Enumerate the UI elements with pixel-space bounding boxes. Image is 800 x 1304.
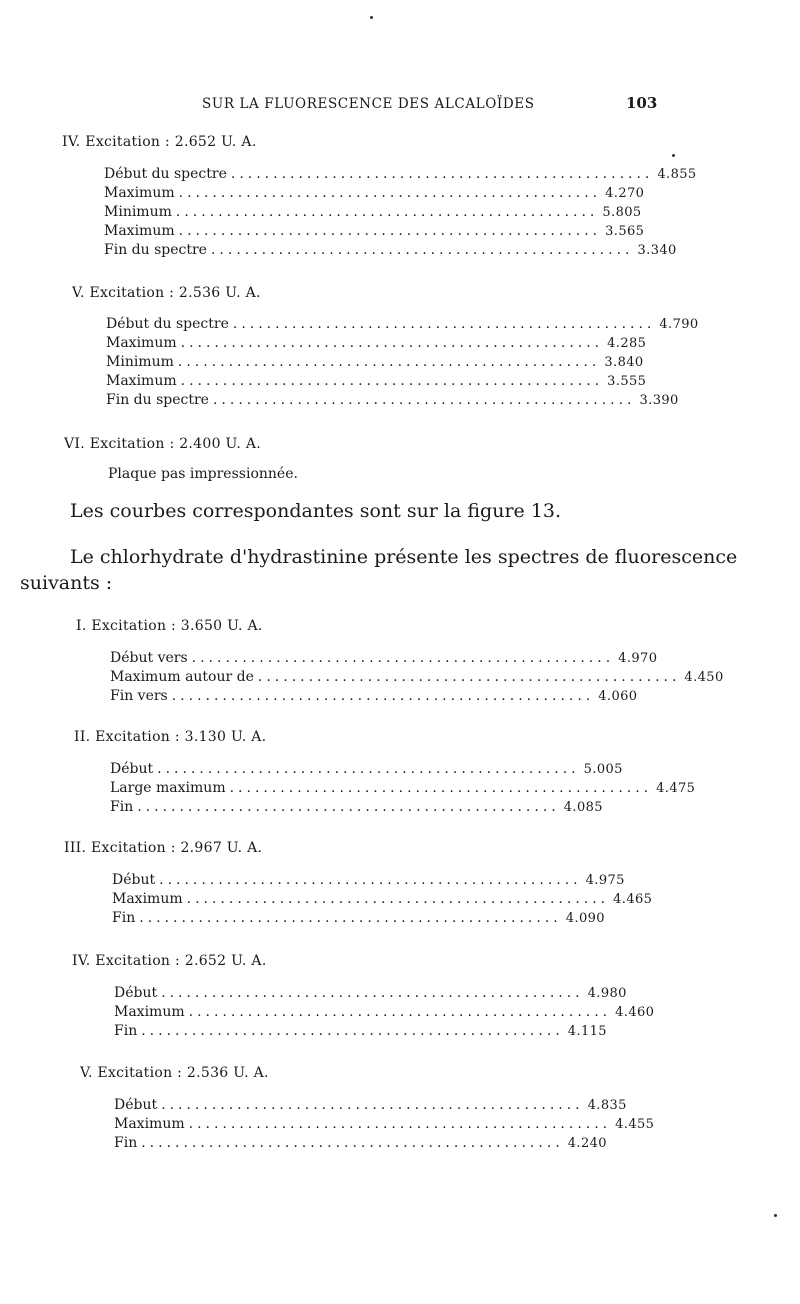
leader-dots: .................................................. — [210, 242, 634, 258]
row-value: 5.805 — [602, 205, 642, 220]
leader-dots: .................................................. — [177, 354, 601, 370]
leader-dots: .................................................. — [139, 910, 562, 926]
row-label: Fin vers — [110, 688, 168, 704]
leader-dots: .................................................. — [180, 335, 604, 351]
row-label: Maximum — [114, 1004, 185, 1020]
row-label: Fin du spectre — [104, 242, 207, 258]
page-header — [0, 96, 800, 116]
excitation-heading: III. Excitation : 2.967 U. A. — [64, 840, 263, 856]
leader-dots: .................................................. — [175, 204, 599, 220]
leader-dots: .................................................. — [171, 688, 595, 704]
row-label: Maximum — [106, 373, 177, 389]
row-value: 5.005 — [583, 762, 623, 777]
row-label: Large maximum — [110, 780, 226, 796]
table-row — [104, 204, 642, 223]
table-row — [114, 1097, 627, 1116]
row-label: Début vers — [110, 650, 188, 666]
excitation-heading: V. Excitation : 2.536 U. A. — [80, 1065, 269, 1081]
leader-dots: .................................................. — [178, 223, 602, 239]
row-value: 4.460 — [615, 1005, 655, 1020]
row-value: 4.790 — [659, 317, 699, 332]
row-label: Début du spectre — [106, 316, 229, 332]
row-label: Début — [114, 1097, 158, 1113]
excitation-heading: VI. Excitation : 2.400 U. A. — [64, 436, 262, 452]
table-row — [112, 891, 653, 910]
row-label: Début — [114, 985, 158, 1001]
table-row — [106, 316, 699, 335]
row-label: Fin — [114, 1023, 138, 1039]
leader-dots: .................................................. — [159, 872, 582, 888]
excitation-heading: I. Excitation : 3.650 U. A. — [76, 618, 263, 634]
row-label: Fin du spectre — [106, 392, 209, 408]
table-row — [114, 1116, 655, 1135]
row-value: 4.090 — [565, 911, 605, 926]
leader-dots: .................................................. — [178, 185, 602, 201]
leader-dots: .................................................. — [157, 761, 580, 777]
row-label: Minimum — [104, 204, 172, 220]
row-label: Fin — [110, 799, 134, 815]
leader-dots: .................................................. — [141, 1023, 564, 1039]
row-label: Début — [112, 872, 156, 888]
table-row — [112, 872, 625, 891]
row-label: Maximum — [106, 335, 177, 351]
table-row — [110, 669, 724, 688]
row-value: 4.450 — [684, 670, 724, 685]
row-label: Minimum — [106, 354, 174, 370]
paragraph-intro-line1: Le chlorhydrate d'hydrastinine présente les spectres de fluorescence — [70, 546, 738, 568]
table-row — [114, 985, 627, 1004]
table-row — [110, 650, 658, 669]
table-row — [110, 688, 638, 707]
row-value: 3.390 — [639, 393, 679, 408]
row-value: 4.270 — [605, 186, 645, 201]
table-row — [110, 799, 603, 818]
row-label: Maximum — [104, 223, 175, 239]
table-row — [110, 780, 696, 799]
table-row — [104, 185, 645, 204]
page-number: 103 — [626, 94, 658, 112]
scan-speck — [370, 16, 373, 19]
table-row — [106, 335, 647, 354]
leader-dots: .................................................. — [257, 669, 681, 685]
row-value: 4.475 — [656, 781, 696, 796]
excitation-heading: IV. Excitation : 2.652 U. A. — [62, 134, 257, 150]
note-text: Plaque pas impressionnée. — [108, 466, 298, 482]
table-row — [106, 354, 644, 373]
row-value: 4.285 — [607, 336, 647, 351]
row-value: 4.980 — [587, 986, 627, 1001]
table-row — [106, 373, 647, 392]
excitation-heading: IV. Excitation : 2.652 U. A. — [72, 953, 267, 969]
row-label: Fin — [112, 910, 136, 926]
row-label: Maximum — [112, 891, 183, 907]
row-value: 4.465 — [613, 892, 653, 907]
row-label: Maximum — [114, 1116, 185, 1132]
row-value: 3.840 — [604, 355, 644, 370]
row-value: 4.085 — [563, 800, 603, 815]
scan-speck — [774, 1214, 777, 1217]
table-row — [114, 1004, 655, 1023]
row-value: 4.060 — [598, 689, 638, 704]
leader-dots: .................................................. — [188, 1004, 612, 1020]
table-row — [104, 166, 697, 185]
table-row — [114, 1023, 607, 1042]
running-title: SUR LA FLUORESCENCE DES ALCALOÏDES — [202, 96, 535, 112]
row-label: Maximum autour de — [110, 669, 254, 685]
leader-dots: .................................................. — [230, 166, 654, 182]
row-value: 3.565 — [605, 224, 645, 239]
row-label: Début — [110, 761, 154, 777]
scan-speck — [672, 154, 675, 157]
row-value: 3.340 — [637, 243, 677, 258]
row-value: 4.855 — [657, 167, 697, 182]
table-row — [110, 761, 623, 780]
paragraph-figure-reference: Les courbes correspondantes sont sur la figure 13. — [70, 500, 562, 522]
paragraph-intro-line2: suivants : — [20, 572, 113, 594]
leader-dots: .................................................. — [161, 1097, 584, 1113]
leader-dots: .................................................. — [161, 985, 584, 1001]
excitation-heading: II. Excitation : 3.130 U. A. — [74, 729, 267, 745]
table-row — [114, 1135, 607, 1154]
row-value: 4.115 — [567, 1024, 607, 1039]
leader-dots: .................................................. — [186, 891, 610, 907]
leader-dots: .................................................. — [191, 650, 615, 666]
leader-dots: .................................................. — [212, 392, 636, 408]
row-label: Maximum — [104, 185, 175, 201]
table-row — [104, 223, 645, 242]
row-value: 4.835 — [587, 1098, 627, 1113]
leader-dots: .................................................. — [141, 1135, 564, 1151]
leader-dots: .................................................. — [232, 316, 656, 332]
table-row — [112, 910, 605, 929]
leader-dots: .................................................. — [188, 1116, 612, 1132]
row-label: Fin — [114, 1135, 138, 1151]
row-value: 4.970 — [618, 651, 658, 666]
row-label: Début du spectre — [104, 166, 227, 182]
leader-dots: .................................................. — [180, 373, 604, 389]
table-row — [106, 392, 679, 411]
leader-dots: .................................................. — [229, 780, 653, 796]
table-row — [104, 242, 677, 261]
row-value: 3.555 — [607, 374, 647, 389]
row-value: 4.975 — [585, 873, 625, 888]
row-value: 4.455 — [615, 1117, 655, 1132]
leader-dots: .................................................. — [137, 799, 560, 815]
row-value: 4.240 — [567, 1136, 607, 1151]
excitation-heading: V. Excitation : 2.536 U. A. — [72, 285, 261, 301]
